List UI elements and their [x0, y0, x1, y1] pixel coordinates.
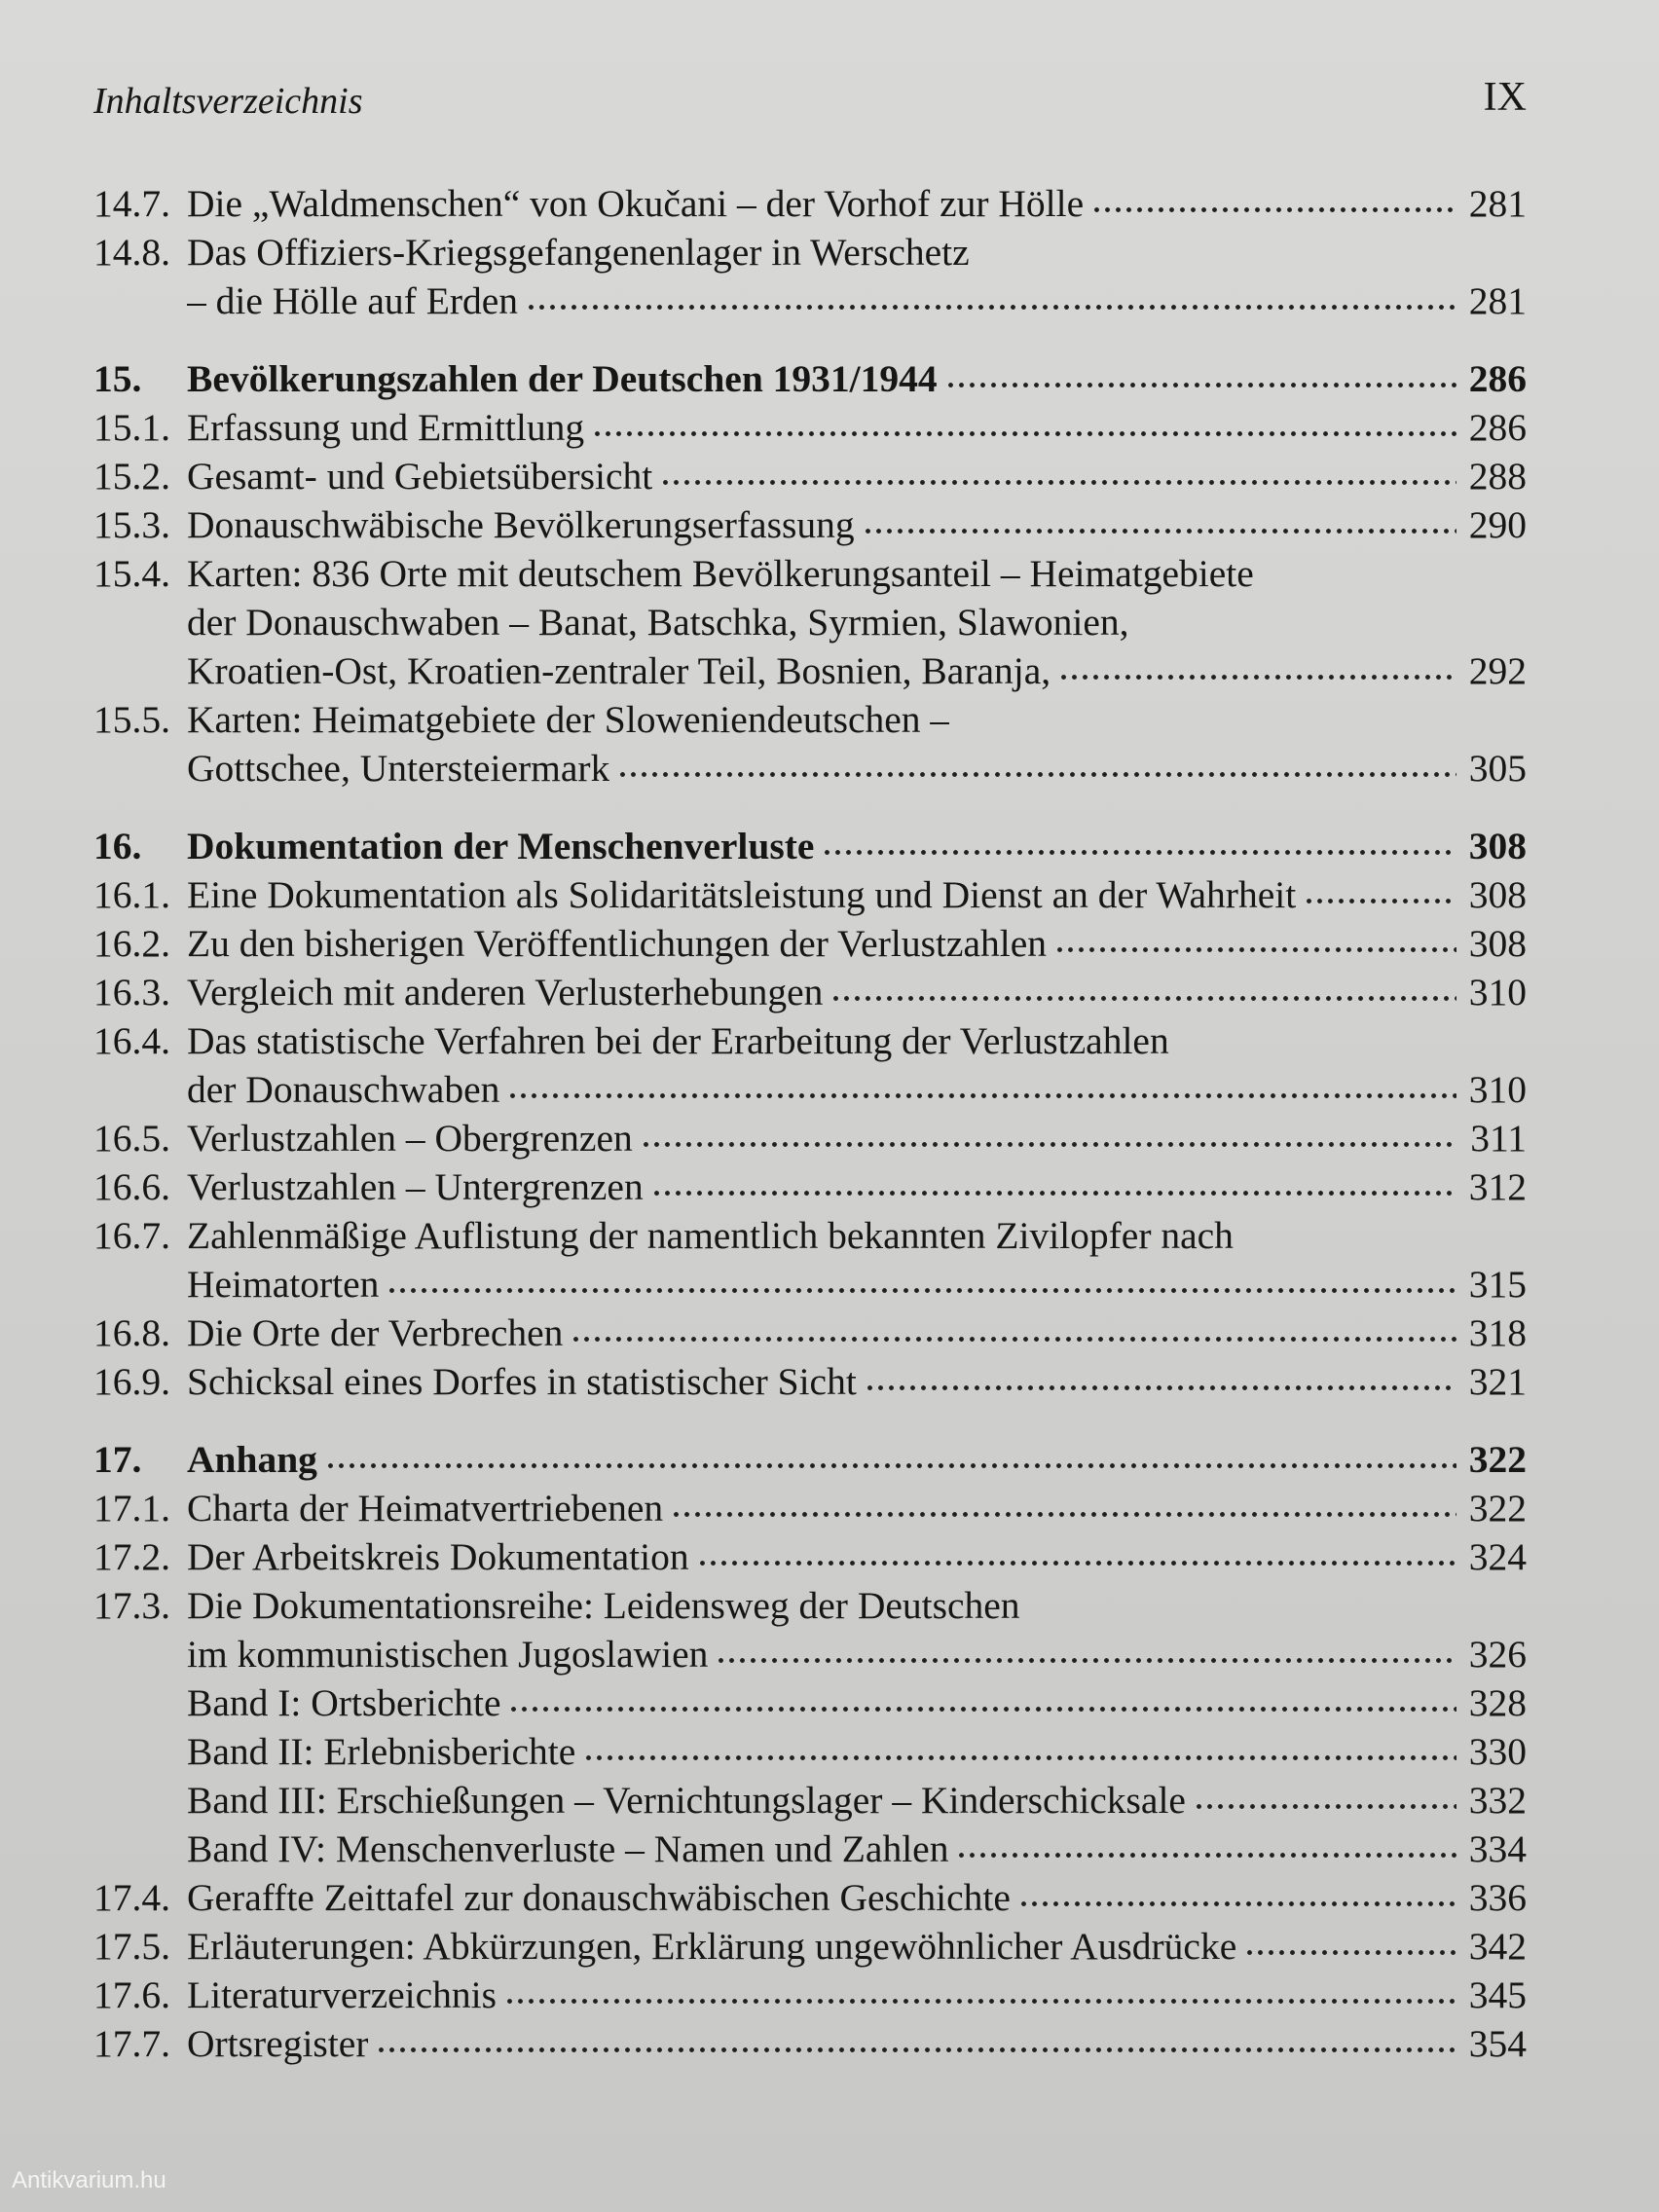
entry-page: 288	[1468, 455, 1527, 498]
entry-number: 16.7.	[93, 1214, 170, 1257]
dot-leader	[571, 1314, 1456, 1346]
toc-entry-16-8	[93, 1309, 1527, 1357]
dot-leader	[1244, 1928, 1456, 1959]
entry-number: 17.5.	[93, 1925, 170, 1968]
entry-title: Ortsregister	[187, 2022, 369, 2065]
chapter-number: 17.	[93, 1438, 142, 1481]
entry-title: Literaturverzeichnis	[187, 1973, 498, 2016]
dot-leader	[1304, 876, 1456, 907]
toc-entry-17-1	[93, 1484, 1527, 1532]
entry-page: 312	[1468, 1165, 1527, 1208]
toc-entry-15-4-continuation-2	[93, 646, 1527, 695]
entry-page: 354	[1468, 2022, 1527, 2065]
toc-entry-17-4	[93, 1873, 1527, 1922]
dot-leader	[1054, 925, 1456, 956]
entry-title-continuation: Heimatorten	[187, 1263, 380, 1306]
toc-entry-15-5	[93, 695, 1527, 744]
chapter-number: 15.	[93, 357, 142, 400]
entry-number: 17.1.	[93, 1487, 170, 1530]
entry-page: 330	[1468, 1730, 1527, 1773]
dot-leader	[1091, 185, 1456, 216]
chapter-title: Bevölkerungszahlen der Deutschen 1931/1944	[187, 357, 938, 400]
toc-entry-15-1	[93, 403, 1527, 452]
entry-title: Vergleich mit anderen Verlusterhebungen	[187, 971, 824, 1014]
dot-leader	[830, 974, 1456, 1005]
dot-leader	[697, 1538, 1456, 1569]
toc-entry-15-2	[93, 452, 1527, 500]
entry-number: 16.1.	[93, 873, 170, 916]
entry-title-continuation: der Donauschwaben	[187, 1068, 500, 1111]
entry-page: 334	[1468, 1827, 1527, 1870]
toc-chapter-16	[93, 822, 1527, 870]
entry-title: Karten: 836 Orte mit deutschem Bevölkerungsanteil – Heimatgebiete	[187, 552, 1254, 595]
dot-leader	[1018, 1879, 1456, 1910]
entry-number: 15.1.	[93, 406, 170, 449]
entry-title: Erläuterungen: Abkürzungen, Erklärung ungewöhnlicher Ausdrücke	[187, 1925, 1237, 1968]
toc-entry-17-3	[93, 1581, 1527, 1630]
toc-entry-15-5-continuation	[93, 744, 1527, 793]
entry-number: 16.8.	[93, 1311, 170, 1354]
entry-page: 286	[1468, 406, 1527, 449]
entry-page: 308	[1468, 873, 1527, 916]
entry-title-continuation: der Donauschwaben – Banat, Batschka, Syrmien, Slawonien,	[187, 601, 1129, 644]
toc-entry-band-3	[93, 1776, 1527, 1825]
entry-page: 310	[1468, 971, 1527, 1014]
toc-entry-17-5	[93, 1922, 1527, 1971]
entry-number: 16.2.	[93, 922, 170, 965]
entry-title-continuation: – die Hölle auf Erden	[187, 279, 519, 322]
entry-number: 17.3.	[93, 1584, 170, 1627]
entry-number: 16.4.	[93, 1019, 170, 1062]
entry-title: Band II: Erlebnisberichte	[187, 1730, 576, 1773]
entry-title: Geraffte Zeittafel zur donauschwäbischen Geschichte	[187, 1876, 1011, 1919]
toc-entry-14-7	[93, 179, 1527, 228]
entry-number: 17.7.	[93, 2022, 170, 2065]
entry-number: 17.2.	[93, 1535, 170, 1578]
running-title: Inhaltsverzeichnis	[93, 81, 363, 122]
entry-page: 281	[1468, 279, 1527, 322]
toc-entry-17-7	[93, 2019, 1527, 2068]
entry-page: 342	[1468, 1925, 1527, 1968]
entry-number: 16.6.	[93, 1165, 170, 1208]
entry-title: Charta der Heimatvertriebenen	[187, 1487, 664, 1530]
toc-entry-16-6	[93, 1162, 1527, 1211]
chapter-number: 16.	[93, 825, 142, 867]
entry-page: 311	[1470, 1117, 1527, 1160]
entry-number: 15.2.	[93, 455, 170, 498]
entry-page: 290	[1468, 503, 1527, 546]
entry-number: 17.6.	[93, 1973, 170, 2016]
dot-leader	[592, 409, 1456, 440]
dot-leader	[956, 1830, 1456, 1862]
toc-entry-16-7	[93, 1211, 1527, 1260]
entry-title-continuation: Kroatien-Ost, Kroatien-zentraler Teil, Bosnien, Baranja,	[187, 649, 1051, 692]
toc-entry-16-3	[93, 968, 1527, 1016]
dot-leader	[325, 1441, 1456, 1472]
dot-leader	[376, 2025, 1456, 2056]
entry-number: 16.9.	[93, 1360, 170, 1403]
dot-leader	[651, 1168, 1456, 1199]
entry-page: 310	[1468, 1068, 1527, 1111]
entry-page: 292	[1468, 649, 1527, 692]
toc-entry-15-3	[93, 500, 1527, 549]
toc-entry-17-3-continuation	[93, 1630, 1527, 1678]
entry-title: Erfassung und Ermittlung	[187, 406, 585, 449]
dot-leader	[504, 1976, 1456, 2008]
entry-page: 308	[1468, 922, 1527, 965]
entry-title: Band IV: Menschenverluste – Namen und Zahlen	[187, 1827, 949, 1870]
entry-number: 15.4.	[93, 552, 170, 595]
dot-leader	[865, 1363, 1456, 1394]
entry-title: Die Orte der Verbrechen	[187, 1311, 564, 1354]
toc-chapter-15	[93, 354, 1527, 403]
entry-page: 315	[1468, 1263, 1527, 1306]
table-of-contents	[93, 179, 1527, 2068]
toc-entry-14-8-continuation	[93, 276, 1527, 325]
entry-title: Karten: Heimatgebiete der Sloweniendeutschen –	[187, 698, 950, 741]
entry-page: 332	[1468, 1779, 1527, 1822]
entry-title: Die „Waldmenschen“ von Okučani – der Vorhof zur Hölle	[187, 182, 1085, 225]
dot-leader	[507, 1071, 1456, 1102]
entry-title-continuation: Gottschee, Untersteiermark	[187, 747, 610, 790]
toc-entry-band-4	[93, 1825, 1527, 1873]
entry-number: 15.3.	[93, 503, 170, 546]
entry-title: Gesamt- und Gebietsübersicht	[187, 455, 653, 498]
toc-entry-16-1	[93, 870, 1527, 919]
dot-leader	[660, 458, 1456, 489]
entry-number: 14.7.	[93, 182, 170, 225]
entry-title: Schicksal eines Dorfes in statistischer Sicht	[187, 1360, 857, 1403]
entry-page: 345	[1468, 1973, 1527, 2016]
dot-leader	[617, 750, 1456, 781]
entry-title: Band III: Erschießungen – Vernichtungslager – Kinderschicksale	[187, 1779, 1186, 1822]
entry-title: Zahlenmäßige Auflistung der namentlich bekannten Zivilopfer nach	[187, 1214, 1234, 1257]
dot-leader	[508, 1684, 1456, 1715]
toc-entry-16-9	[93, 1357, 1527, 1406]
toc-entry-17-6	[93, 1971, 1527, 2019]
toc-entry-band-1	[93, 1678, 1527, 1727]
dot-leader	[583, 1733, 1456, 1764]
entry-page: 281	[1468, 182, 1527, 225]
dot-leader	[716, 1636, 1456, 1667]
entry-page: 336	[1468, 1876, 1527, 1919]
entry-title-continuation: im kommunistischen Jugoslawien	[187, 1633, 709, 1676]
toc-entry-17-2	[93, 1532, 1527, 1581]
entry-title: Die Dokumentationsreihe: Leidensweg der Deutschen	[187, 1584, 1020, 1627]
dot-leader	[671, 1490, 1456, 1521]
entry-title: Donauschwäbische Bevölkerungserfassung	[187, 503, 855, 546]
dot-leader	[526, 282, 1456, 313]
dot-leader	[387, 1266, 1456, 1297]
entry-title: Zu den bisherigen Veröffentlichungen der Verlustzahlen	[187, 922, 1048, 965]
entry-page: 308	[1468, 825, 1527, 867]
entry-number: 17.4.	[93, 1876, 170, 1919]
entry-title: Das statistische Verfahren bei der Erarbeitung der Verlustzahlen	[187, 1019, 1169, 1062]
dot-leader	[641, 1120, 1456, 1151]
dot-leader	[1058, 652, 1456, 683]
toc-chapter-17	[93, 1435, 1527, 1484]
entry-title: Verlustzahlen – Obergrenzen	[187, 1117, 633, 1160]
entry-number: 14.8.	[93, 231, 170, 274]
dot-leader	[945, 360, 1456, 391]
entry-page: 324	[1468, 1535, 1527, 1578]
entry-number: 16.5.	[93, 1117, 170, 1160]
entry-page: 328	[1468, 1681, 1527, 1724]
toc-entry-16-5	[93, 1114, 1527, 1162]
toc-entry-16-2	[93, 919, 1527, 968]
toc-entry-band-2	[93, 1727, 1527, 1776]
toc-entry-15-4	[93, 549, 1527, 598]
chapter-title: Dokumentation der Menschenverluste	[187, 825, 815, 867]
toc-entry-16-7-continuation	[93, 1260, 1527, 1309]
watermark-text: Antikvarium.hu	[12, 2167, 166, 2194]
entry-page: 326	[1468, 1633, 1527, 1676]
entry-number: 15.5.	[93, 698, 170, 741]
toc-entry-15-4-continuation	[93, 598, 1527, 646]
entry-page: 322	[1468, 1487, 1527, 1530]
dot-leader	[822, 828, 1456, 859]
dot-leader	[1194, 1782, 1456, 1813]
page-number: IX	[1483, 75, 1527, 120]
chapter-title: Anhang	[187, 1438, 317, 1481]
toc-entry-14-8	[93, 228, 1527, 276]
toc-entry-16-4-continuation	[93, 1065, 1527, 1114]
entry-title: Der Arbeitskreis Dokumentation	[187, 1535, 689, 1578]
entry-title: Verlustzahlen – Untergrenzen	[187, 1165, 644, 1208]
entry-title: Band I: Ortsberichte	[187, 1681, 501, 1724]
entry-title: Eine Dokumentation als Solidaritätsleistung und Dienst an der Wahrheit	[187, 873, 1297, 916]
entry-page: 286	[1468, 357, 1527, 400]
entry-page: 322	[1468, 1438, 1527, 1481]
dot-leader	[863, 506, 1456, 537]
entry-title: Das Offiziers-Kriegsgefangenenlager in Werschetz	[187, 231, 970, 274]
toc-entry-16-4	[93, 1016, 1527, 1065]
page-header	[93, 75, 1527, 138]
entry-page: 321	[1468, 1360, 1527, 1403]
entry-number: 16.3.	[93, 971, 170, 1014]
entry-page: 305	[1468, 747, 1527, 790]
entry-page: 318	[1468, 1311, 1527, 1354]
